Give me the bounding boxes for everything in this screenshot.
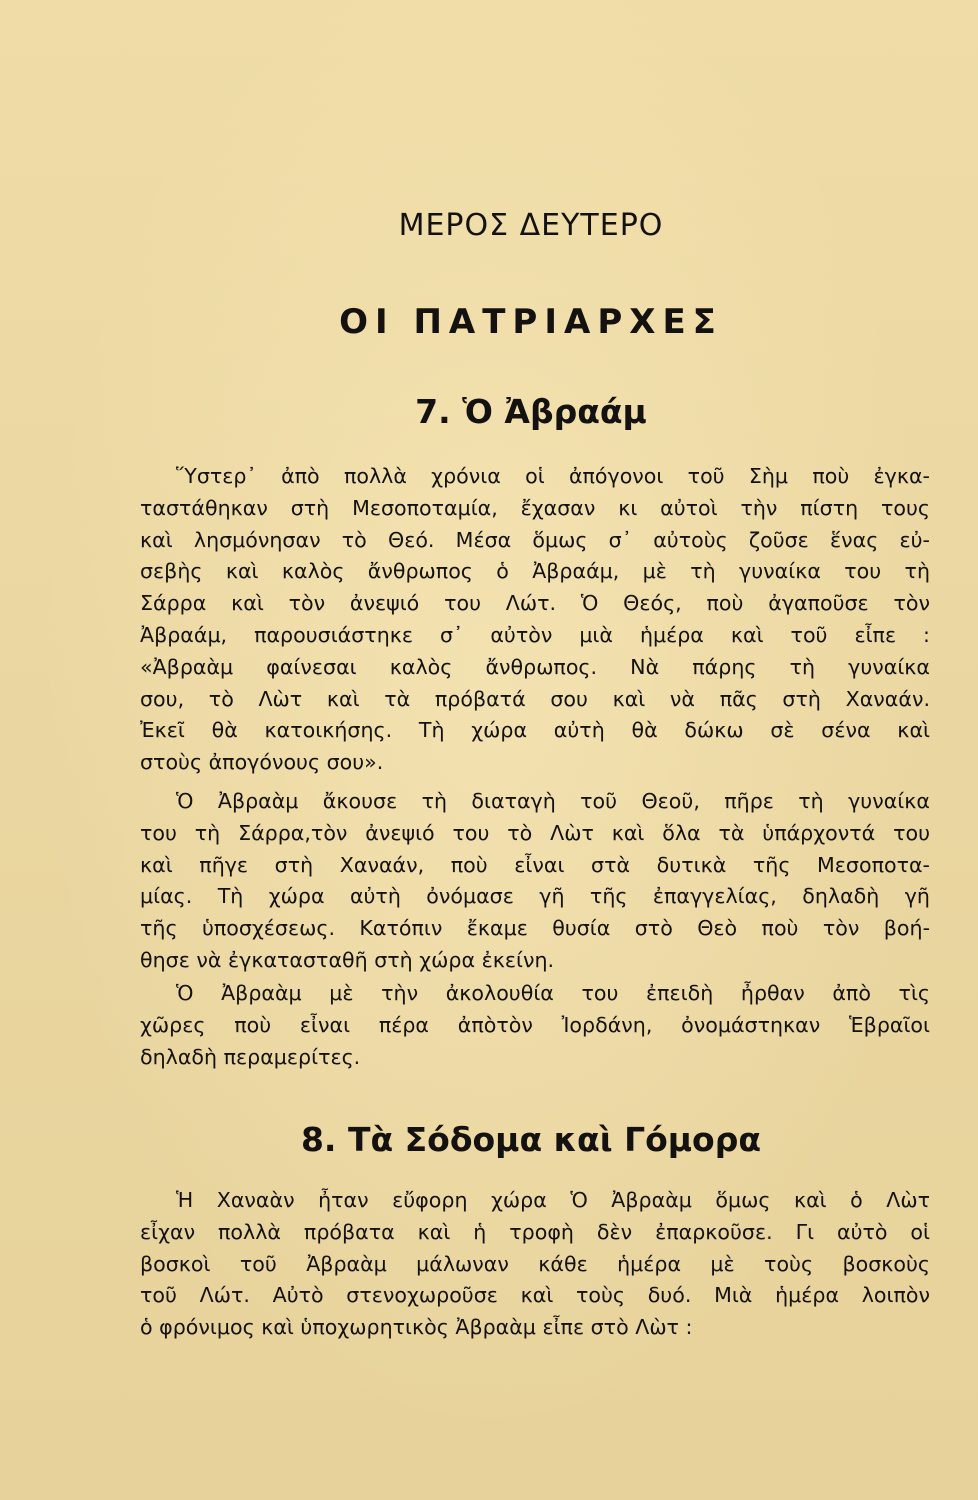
paragraph-abraham-1 bbox=[140, 461, 930, 779]
text-line: καὶ λησμόνησαν τὸ Θεό. Μέσα ὅμως σ᾽ αὐτοὺς ζοῦσε ἕνας εὐ- bbox=[140, 527, 930, 552]
text-line: θησε νὰ ἐγκατασταθῆ στὴ χώρα ἐκείνη. bbox=[140, 947, 555, 972]
text-line: Ἐκεῖ θὰ κατοικήσης. Τὴ χώρα αὐτὴ θὰ δώκω σὲ σένα καὶ bbox=[140, 718, 930, 743]
text-line: σεβὴς καὶ καλὸς ἄνθρωπος ὁ Ἀβραάμ, μὲ τὴ γυναίκα του τὴ bbox=[140, 559, 930, 584]
text-line: μίας. Τὴ χώρα αὐτὴ ὀνόμασε γῆ τῆς ἐπαγγελίας, δηλαδὴ γῆ bbox=[140, 884, 930, 909]
section-title: ΟΙ ΠΑΤΡΙΑΡΧΕΣ bbox=[339, 302, 723, 342]
text-line: Ὁ Ἀβραὰμ μὲ τὴν ἀκολουθία του ἐπειδὴ ἦρθαν ἀπὸ τὶς bbox=[176, 981, 930, 1005]
chapter-title-7: 7. Ὁ Ἀβραάμ bbox=[415, 392, 647, 431]
text-line: τῆς ὑποσχέσεως. Κατόπιν ἔκαμε θυσία στὸ Θεὸ ποὺ τὸν βοή- bbox=[140, 916, 930, 941]
text-line: Ὕστερ᾽ ἀπὸ πολλὰ χρόνια οἱ ἀπόγονοι τοῦ Σὴμ ποὺ ἐγκα- bbox=[176, 464, 930, 488]
text-line: ὁ φρόνιμος καὶ ὑποχωρητικὸς Ἀβραὰμ εἶπε στὸ Λὼτ : bbox=[140, 1315, 693, 1340]
part-title: ΜΕΡΟΣ ΔΕΥΤΕΡΟ bbox=[398, 208, 664, 243]
paragraph-sodom-1 bbox=[140, 1185, 930, 1344]
text-line: «Ἀβραὰμ φαίνεσαι καλὸς ἄνθρωπος. Νὰ πάρης τὴ γυναίκα bbox=[140, 654, 930, 679]
paragraph-abraham-2 bbox=[140, 786, 930, 977]
text-line: στοὺς ἀπογόνους σου». bbox=[140, 750, 384, 775]
text-line: Ἡ Χαναὰν ἦταν εὔφορη χώρα Ὁ Ἀβραὰμ ὅμως καὶ ὁ Λὼτ bbox=[176, 1188, 930, 1212]
text-line: Ὁ Ἀβραὰμ ἄκουσε τὴ διαταγὴ τοῦ Θεοῦ, πῆρε τὴ γυναίκα bbox=[176, 789, 930, 813]
text-line: χῶρες ποὺ εἶναι πέρα ἀπὸτὸν Ἰορδάνη, ὀνομάστηκαν Ἑβραῖοι bbox=[140, 1012, 930, 1037]
text-line: Σάρρα καὶ τὸν ἀνεψιό του Λώτ. Ὁ Θεός, ποὺ ἀγαποῦσε τὸν bbox=[140, 591, 930, 616]
text-line: βοσκοὶ τοῦ Ἀβραὰμ μάλωναν κάθε ἡμέρα μὲ τοὺς βοσκοὺς bbox=[140, 1251, 930, 1276]
text-line: εἶχαν πολλὰ πρόβατα καὶ ἡ τροφὴ δὲν ἐπαρκοῦσε. Γι αὐτὸ οἱ bbox=[140, 1219, 930, 1244]
text-line: δηλαδὴ περαμερίτες. bbox=[140, 1044, 361, 1069]
text-line: τοῦ Λώτ. Αὐτὸ στενοχωροῦσε καὶ τοὺς δυό. Μιὰ ἡμέρα λοιπὸν bbox=[140, 1283, 930, 1308]
text-line: καὶ πῆγε στὴ Χαναάν, ποὺ εἶναι στὰ δυτικὰ τῆς Μεσοποτα- bbox=[140, 852, 930, 877]
text-line: Ἀβραάμ, παρουσιάστηκε σ᾽ αὐτὸν μιὰ ἡμέρα καὶ τοῦ εἶπε : bbox=[140, 622, 930, 647]
text-line: του τὴ Σάρρα,τὸν ἀνεψιό του τὸ Λὼτ καὶ ὅλα τὰ ὑπάρχοντά του bbox=[140, 820, 930, 845]
text-line: ταστάθηκαν στὴ Μεσοποταμία, ἔχασαν κι αὐτοὶ τὴν πίστη τους bbox=[140, 495, 930, 520]
chapter-title-8: 8. Τὰ Σόδομα καὶ Γόμορα bbox=[300, 1120, 762, 1159]
paragraph-abraham-3 bbox=[140, 978, 930, 1073]
text-line: σου, τὸ Λὼτ καὶ τὰ πρόβατά σου καὶ νὰ πᾶς στὴ Χαναάν. bbox=[140, 686, 930, 711]
